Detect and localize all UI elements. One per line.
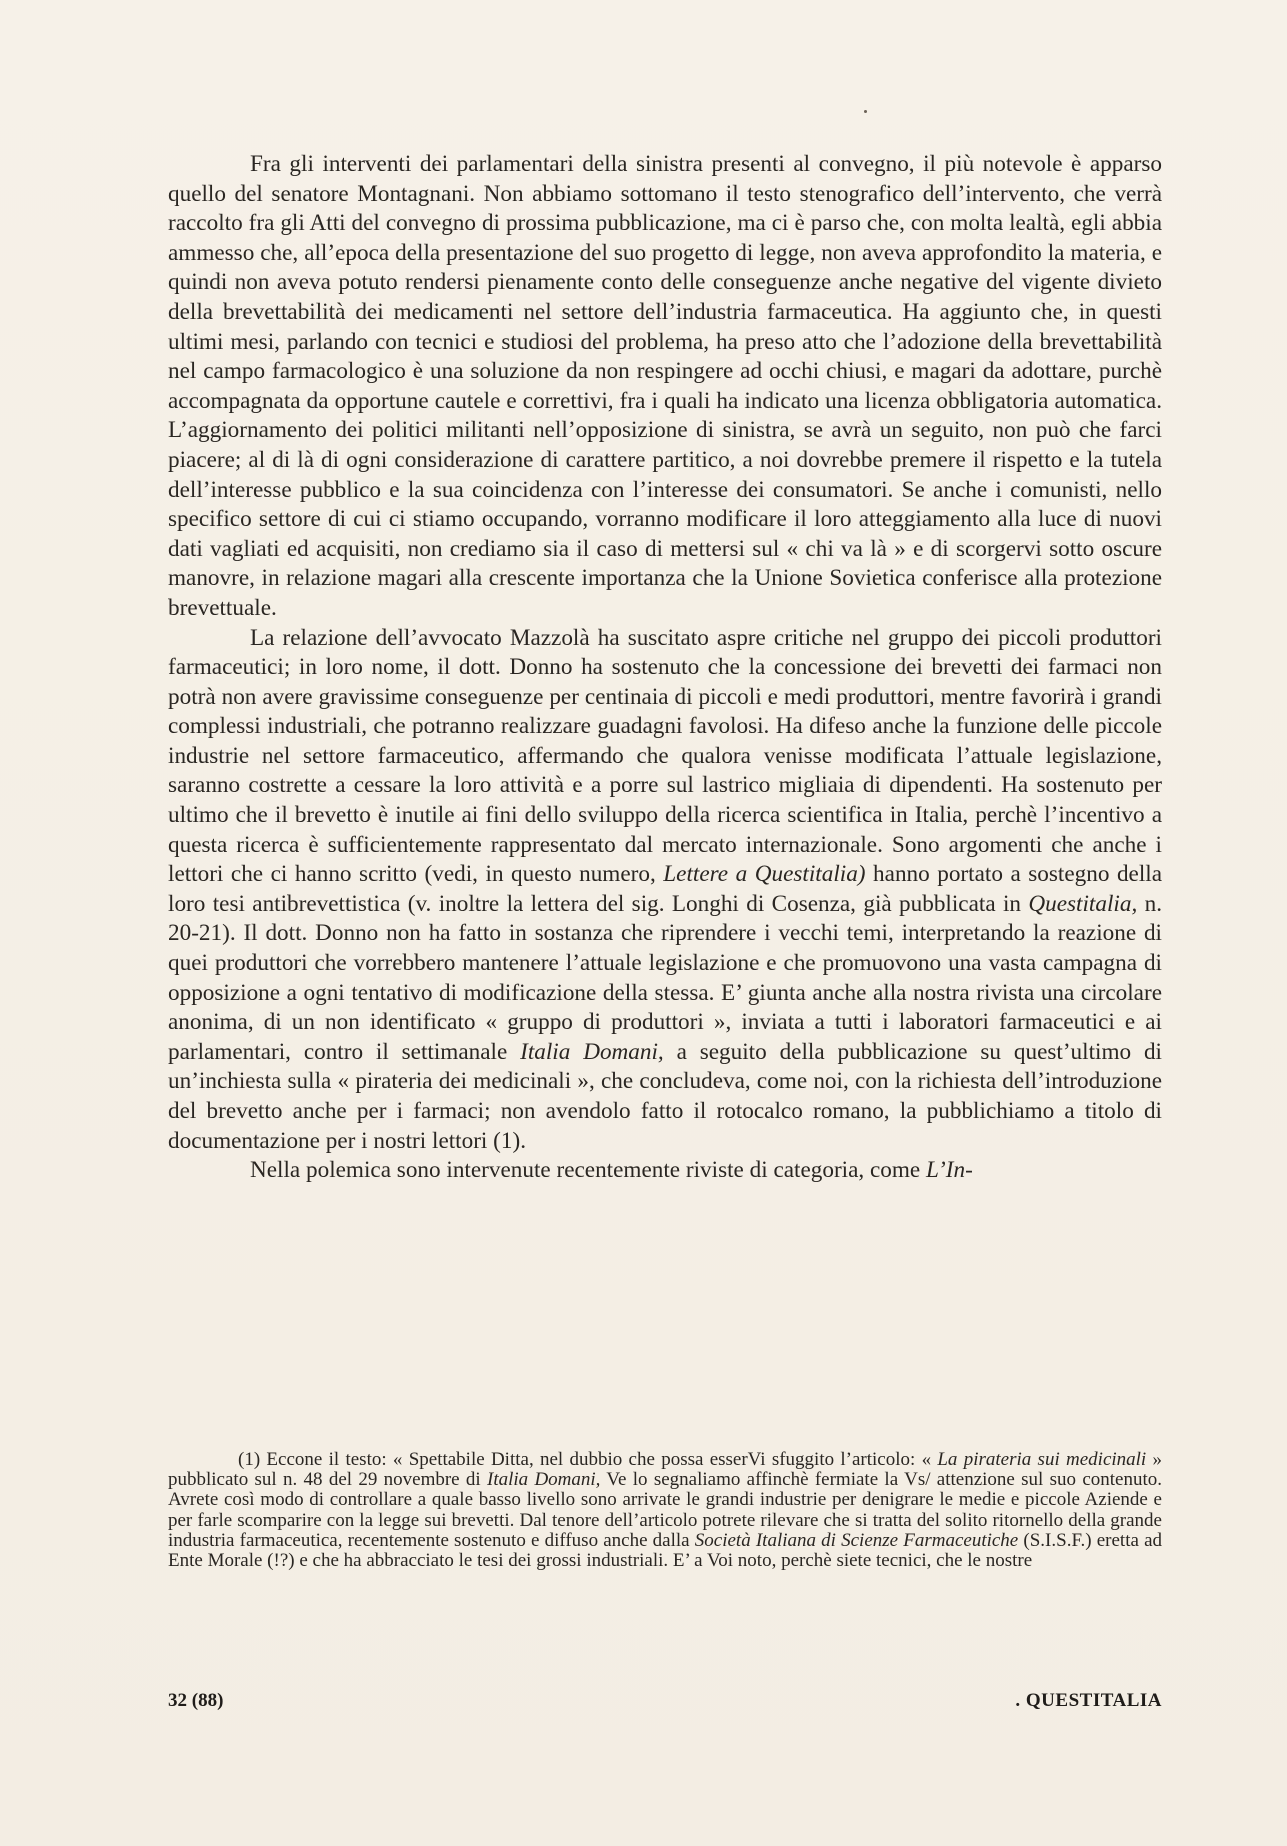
paragraph-2-italic-lettere: Lettere a Questitalia) <box>663 861 866 888</box>
article-body <box>168 150 1162 1186</box>
footnote-text-b: » pubblicato sul n. 48 del 29 novembre di <box>168 1449 1163 1491</box>
footnote-paragraph <box>168 1450 1162 1571</box>
footnote-text-d: (S.I.S.F.) eretta ad Ente Morale (!?) e che ha abbracciato le tesi dei grossi industriali. E’ a Voi noto, perchè siete tecnici, che le nostre <box>168 1529 1162 1572</box>
journal-name: . QUESTITALIA <box>1015 1690 1162 1711</box>
footnote-text-c: Ve lo segnaliamo affinchè fermiate la Vs/ attenzione sul suo contenuto. Avrete così modo di controllare a quale basso livello sono arrivate le grandi industrie per denigrare le medie e piccole Aziende e per farle scomparire con la legge sui brevetti. Dal tenore dell’articolo potrete rilevare che si tratta del solito ritornello della grande industria farmaceutica, recentemente sostenuto e diffuso anche dalla <box>168 1469 1163 1551</box>
paragraph-3-italic: L’In- <box>926 1157 973 1184</box>
page-number: 32 (88) <box>168 1690 224 1711</box>
footnote-italic-sisf: Società Italiana di Scienze Farmaceutiche <box>694 1529 1019 1551</box>
paragraph-2-text-c: n. 20-21). Il dott. Donno non ha fatto in sostanza che riprendere i vecchi temi, interpretando la reazione di quei produttori che vorrebbero mantenere l’attuale legislazione e che promuovono una vasta campagna di opposizione a ogni tentativo di modificazione della stessa. E’ giunta anche alla nostra rivista una circolare anonima, di un non identificato « gruppo di produttori », inviata a tutti i laboratori farmaceutici e ai parlamentari, contro il settimanale <box>168 890 1163 1065</box>
paragraph-2-italic-italia-domani: Italia Domani, <box>520 1038 664 1065</box>
paragraph-3-text: Nella polemica sono intervenute recentemente riviste di categoria, come <box>250 1157 927 1184</box>
page-footer <box>168 1690 1162 1716</box>
paragraph-2-text-a: La relazione dell’avvocato Mazzolà ha suscitato aspre critiche nel gruppo dei piccoli produttori farmaceutici; in loro nome, il dott. Donno ha sostenuto che la concessione dei brevetti dei farmaci non potrà non avere gravissime conseguenze per centinaia di piccoli e medi produttori, mentre favorirà i grandi complessi industriali, che potranno realizzare guadagni favolosi. Ha difeso anche la funzione delle piccole industrie nel settore farmaceutico, affermando che qualora venisse modificata l’attuale legislazione, saranno costrette a cessare la loro attività e a porre sul lastrico migliaia di dipendenti. Ha sostenuto per ultimo che il brevetto è inutile ai fini dello sviluppo della ricerca scientifica in Italia, perchè l’incentivo a questa ricerca è sufficientemente rappresentato dal mercato internazionale. Sono argomenti che anche i lettori che ci hanno scritto (vedi, in questo numero, <box>168 624 1162 888</box>
paragraph-2-italic-questitalia: Questitalia, <box>1028 890 1138 917</box>
footnote <box>168 1450 1162 1571</box>
paragraph-3 <box>168 1156 1162 1186</box>
paragraph-2-text-d: a seguito della pubblicazione su quest’ultimo di un’inchiesta sulla « pirateria dei medicinali », che concludeva, come noi, con la richiesta dell’introduzione del brevetto anche per i farmaci; non avendolo fatto il rotocalco romano, la pubblichiamo a titolo di documentazione per i nostri lettori (1). <box>168 1038 1162 1154</box>
footnote-italic-italia-domani: Italia Domani, <box>487 1469 601 1491</box>
print-speck <box>864 110 867 113</box>
paragraph-2 <box>168 624 1162 1157</box>
footnote-italic-pirateria: La pirateria sui medicinali <box>937 1449 1147 1470</box>
paragraph-2-text-b: hanno portato a sostegno della loro tesi antibrevettistica (v. inoltre la lettera del sig. Longhi di Cosenza, già pubblicata in <box>168 861 1163 917</box>
footnote-text-a: (1) Eccone il testo: « Spettabile Ditta, nel dubbio che possa esserVi sfuggito l’articolo: « <box>238 1449 938 1470</box>
paragraph-1: Fra gli interventi dei parlamentari della sinistra presenti al convegno, il più notevole è apparso quello del senatore Montagnani. Non abbiamo sottomano il testo stenografico dell’intervento, che verrà raccolto fra gli Atti del convegno di prossima pubblicazione, ma ci è parso che, con molta lealtà, egli abbia ammesso che, all’epoca della presentazione del suo progetto di legge, non aveva approfondito la materia, e quindi non aveva potuto rendersi pienamente conto delle conseguenze anche negative del vigente divieto della brevettabilità dei medicamenti nel settore dell’industria farmaceutica. Ha aggiunto che, in questi ultimi mesi, parlando con tecnici e studiosi del problema, ha preso atto che l’adozione della brevettabilità nel campo farmacologico è una soluzione da non respingere ad occhi chiusi, e magari da adottare, purchè accompagnata da opportune cautele e correttivi, fra i quali ha indicato una licenza obbligatoria automatica. L’aggiornamento dei politici militanti nell’opposizione di sinistra, se avrà un seguito, non può che farci piacere; al di là di ogni considerazione di carattere partitico, a noi dovrebbe premere il rispetto e la tutela dell’interesse pubblico e la sua coincidenza con l’interesse dei consumatori. Se anche i comunisti, nello specifico settore di cui ci stiamo occupando, vorranno modificare il loro atteggiamento alla luce di nuovi dati vagliati ed acquisiti, non crediamo sia il caso di mettersi sul « chi va là » e di scorgervi sotto oscure manovre, in relazione magari alla crescente importanza che la Unione Sovietica conferisce alla protezione brevettuale. <box>168 151 1162 621</box>
